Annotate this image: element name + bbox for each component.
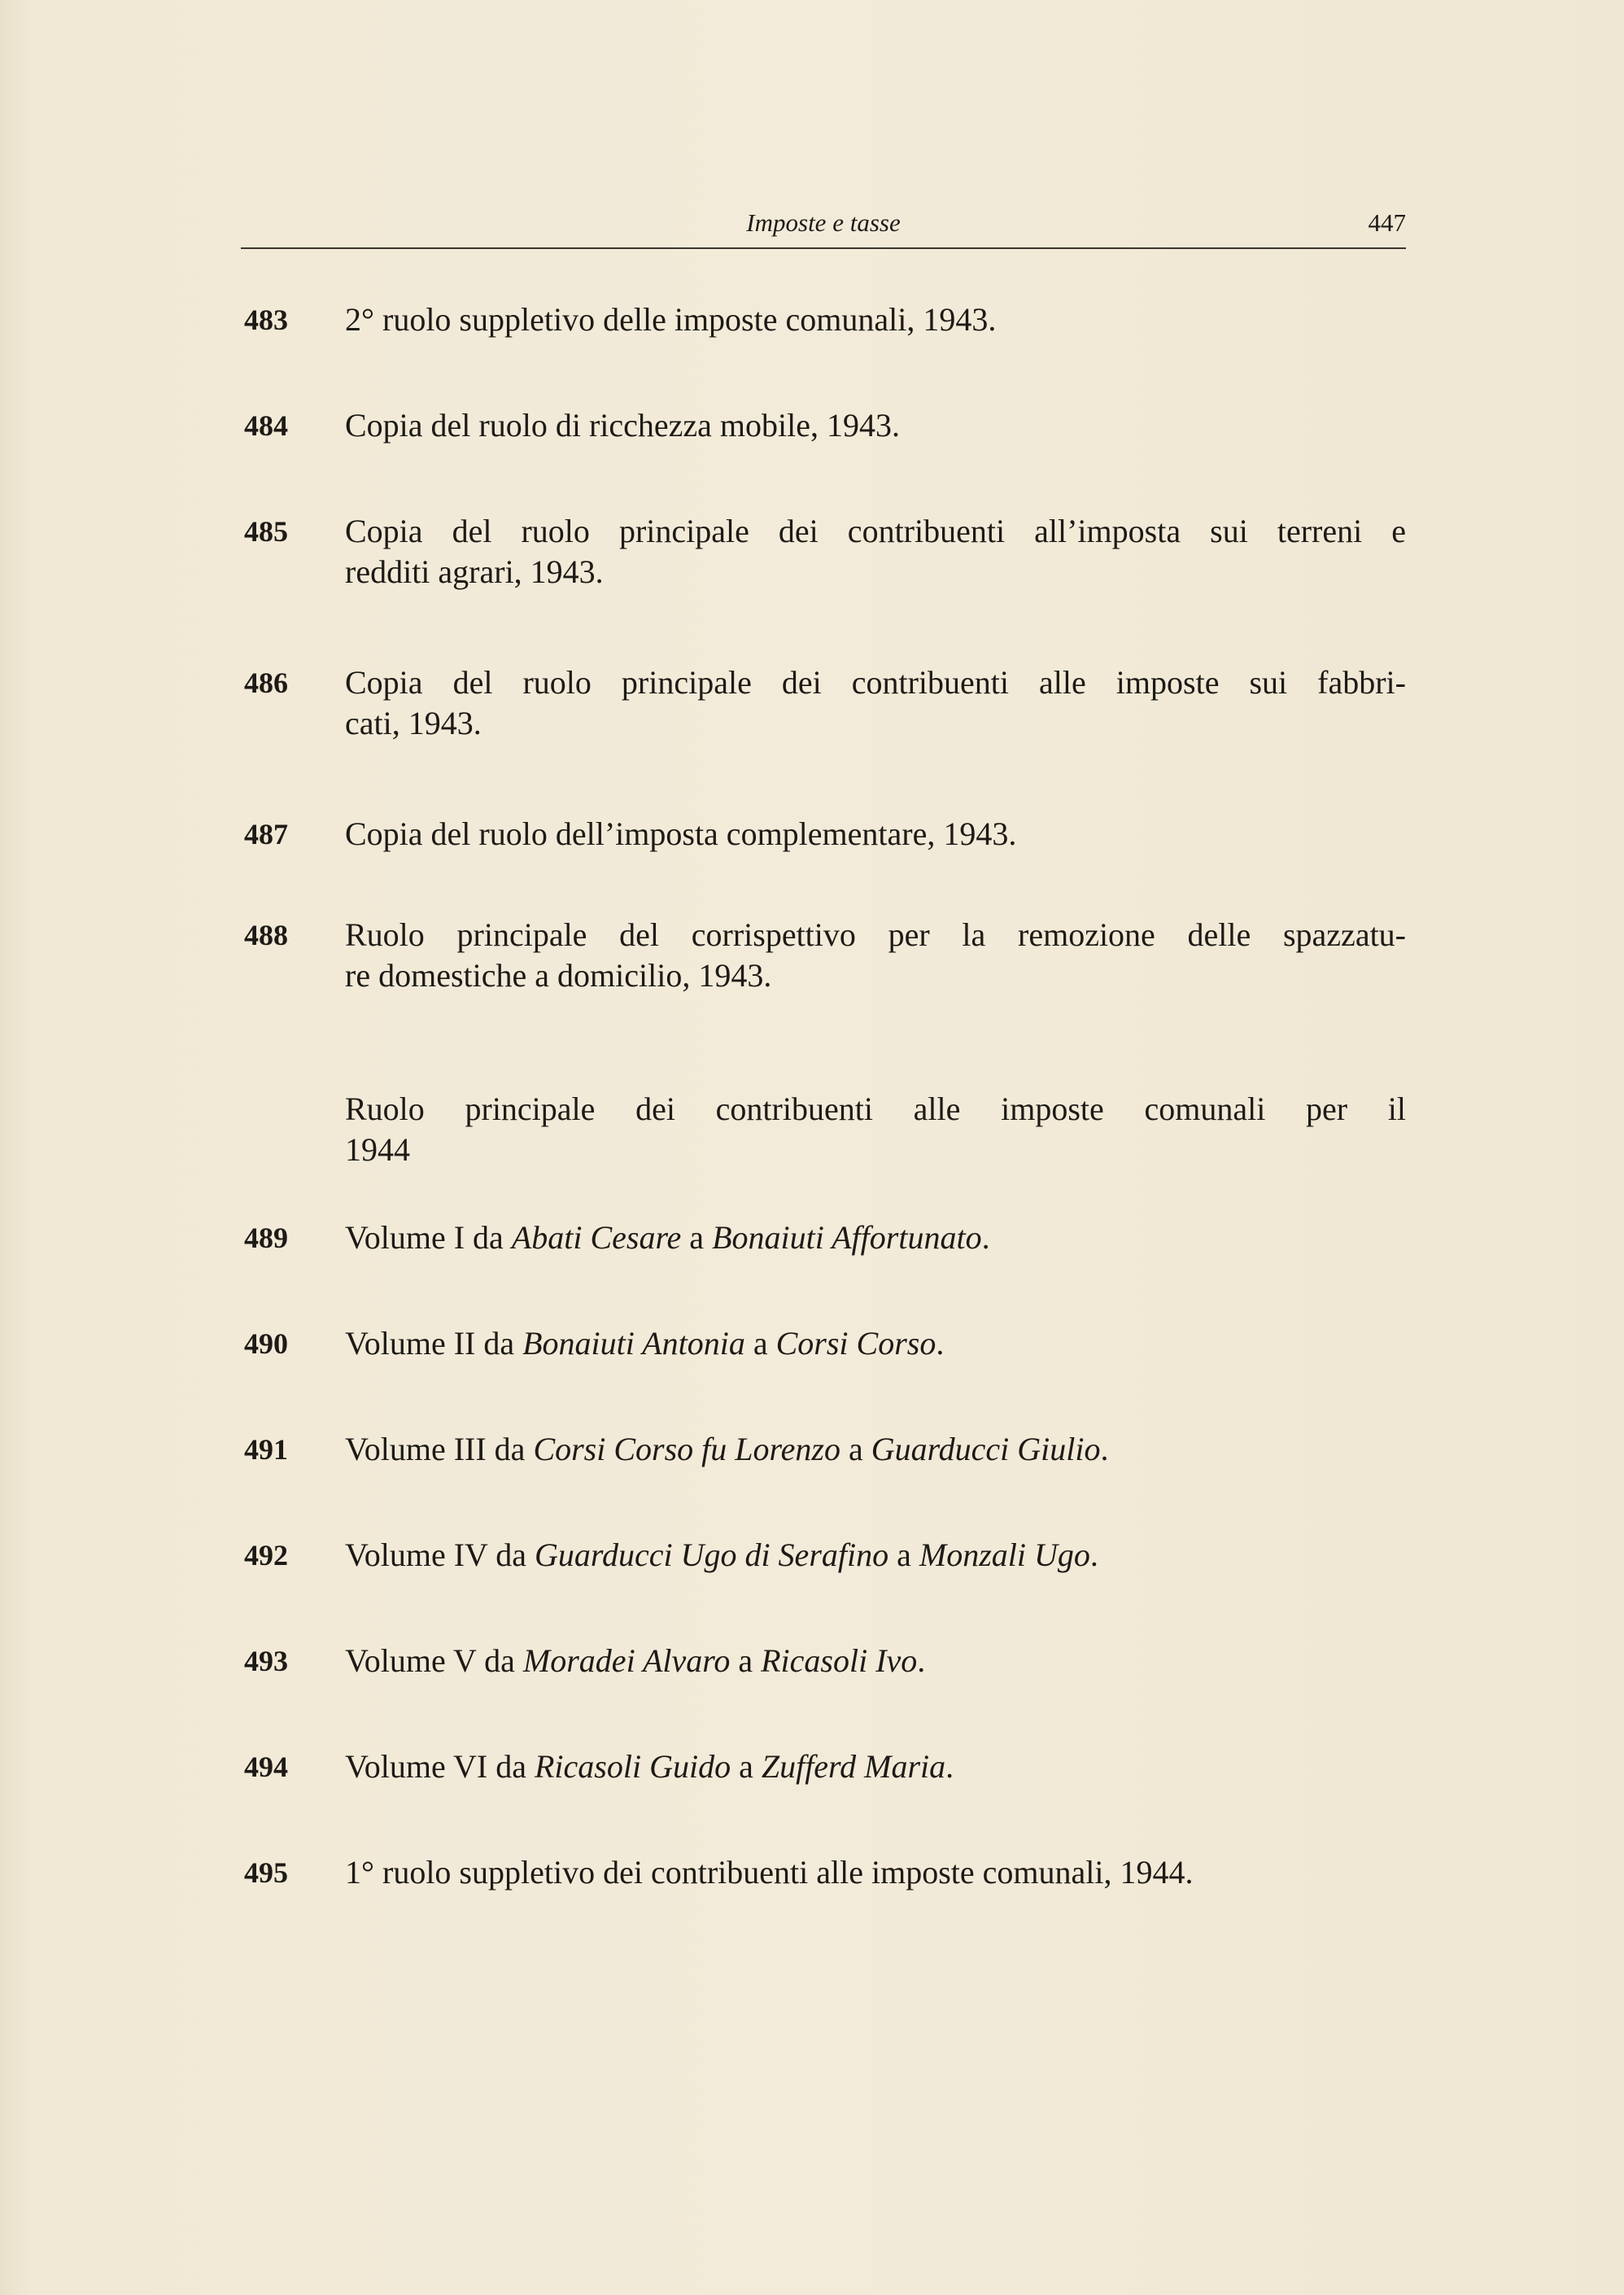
volume-label: Volume VI	[345, 1748, 488, 1785]
from-name: Bonaiuti Antonia	[522, 1325, 745, 1362]
entry-line: Ruolo principale del corrispettivo per la remozione delle spazzatu-	[345, 916, 1406, 953]
entry-number: 494	[244, 1751, 288, 1783]
section-heading-line: Ruolo principale dei contribuenti alle imposte comunali per il	[345, 1091, 1406, 1127]
entry-line: cati, 1943.	[345, 705, 482, 741]
end-punctuation: .	[917, 1642, 926, 1679]
from-name: Corsi Corso fu Lorenzo	[533, 1431, 840, 1467]
entry-line: re domestiche a domicilio, 1943.	[345, 957, 772, 994]
to-word: a	[897, 1537, 911, 1573]
entry-description	[345, 1641, 1406, 1681]
entry-line: Copia del ruolo principale dei contribuenti all’imposta sui terreni e	[345, 513, 1406, 549]
to-word: a	[689, 1219, 705, 1256]
end-punctuation: .	[1100, 1431, 1109, 1467]
to-name: Zufferd Maria	[761, 1748, 946, 1785]
entry-number: 490	[244, 1327, 288, 1360]
from-name: Guarducci Ugo di Serafino	[534, 1537, 889, 1573]
end-punctuation: .	[981, 1219, 990, 1256]
from-word: da	[473, 1219, 504, 1256]
volume-label: Volume I	[345, 1219, 465, 1256]
section-heading-line: 1944	[345, 1131, 410, 1168]
to-name: Corsi Corso	[775, 1325, 936, 1362]
to-name: Bonaiuti Affortunato	[712, 1219, 982, 1256]
entry-line: Copia del ruolo principale dei contribuenti alle imposte sui fabbri-	[345, 664, 1406, 701]
entry-description	[345, 1746, 1406, 1787]
end-punctuation: .	[936, 1325, 945, 1362]
from-name: Ricasoli Guido	[534, 1748, 731, 1785]
entry-number: 488	[244, 919, 288, 951]
to-name: Ricasoli Ivo	[761, 1642, 918, 1679]
from-word: da	[483, 1325, 515, 1362]
entry-number: 487	[244, 818, 288, 850]
header-title: Imposte e tasse	[746, 208, 901, 237]
entry-line: 2° ruolo suppletivo delle imposte comunali, 1943.	[345, 301, 997, 338]
to-word: a	[848, 1431, 863, 1467]
entry-description	[345, 1323, 1406, 1364]
page-number: 447	[1368, 208, 1406, 237]
entry-description	[345, 511, 1406, 592]
entry-number: 489	[244, 1222, 288, 1254]
from-word: da	[495, 1537, 526, 1573]
entry-description	[345, 1852, 1406, 1893]
end-punctuation: .	[1089, 1537, 1098, 1573]
entry-description	[345, 299, 1406, 340]
volume-label: Volume IV	[345, 1537, 488, 1573]
entry-number: 492	[244, 1539, 288, 1572]
to-word: a	[738, 1642, 753, 1679]
entry-line: Copia del ruolo di ricchezza mobile, 1943.	[345, 407, 901, 444]
entry-description	[345, 814, 1406, 855]
entry-description	[345, 662, 1406, 744]
volume-label: Volume V	[345, 1642, 477, 1679]
from-word: da	[484, 1642, 515, 1679]
entry-description	[345, 1429, 1406, 1470]
end-punctuation: .	[945, 1748, 954, 1785]
entry-line: Copia del ruolo dell’imposta complementare, 1943.	[345, 815, 1017, 852]
volume-label: Volume III	[345, 1431, 487, 1467]
from-word: da	[494, 1431, 526, 1467]
entry-number: 493	[244, 1645, 288, 1677]
to-name: Monzali Ugo	[919, 1537, 1090, 1573]
from-name: Moradei Alvaro	[522, 1642, 731, 1679]
entry-description	[345, 1217, 1406, 1258]
entry-description	[345, 405, 1406, 446]
volume-label: Volume II	[345, 1325, 476, 1362]
entry-line: redditi agrari, 1943.	[345, 553, 604, 590]
entry-line: 1° ruolo suppletivo dei contribuenti alle imposte comunali, 1944.	[345, 1854, 1194, 1891]
from-word: da	[495, 1748, 526, 1785]
entry-number: 483	[244, 304, 288, 336]
entry-number: 485	[244, 515, 288, 548]
entry-number: 491	[244, 1433, 288, 1466]
entry-description	[345, 915, 1406, 996]
entry-number: 495	[244, 1856, 288, 1889]
running-header	[241, 207, 1406, 249]
section-heading-text	[345, 1089, 1406, 1170]
entry-number: 484	[244, 409, 288, 442]
to-word: a	[753, 1325, 768, 1362]
entry-description	[345, 1535, 1406, 1576]
entry-number: 486	[244, 667, 288, 699]
to-word: a	[739, 1748, 753, 1785]
to-name: Guarducci Giulio	[871, 1431, 1101, 1467]
from-name: Abati Cesare	[511, 1219, 682, 1256]
